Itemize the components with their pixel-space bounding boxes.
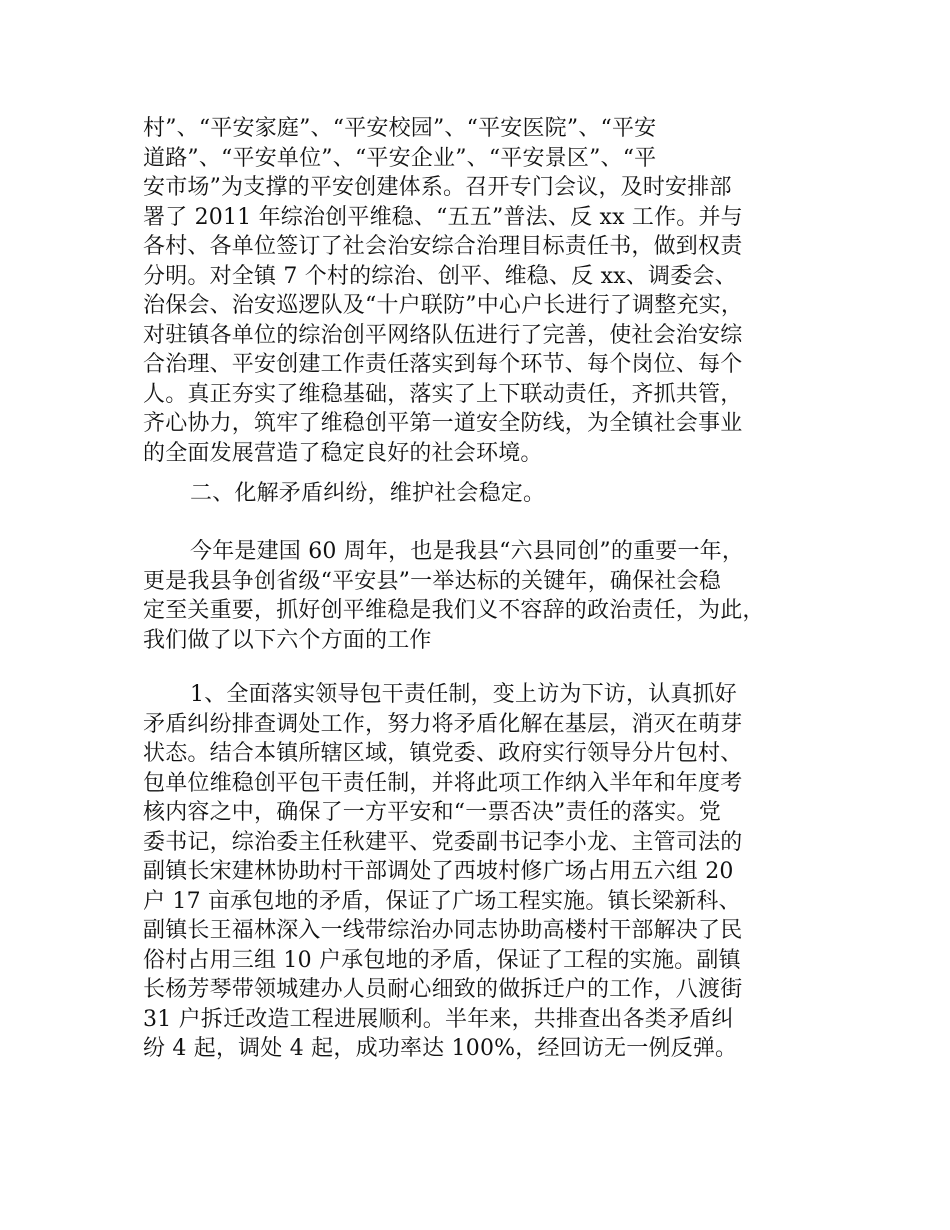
paragraph-safety-system <box>143 114 833 468</box>
text-line: 道路”、“平安单位”、“平安企业”、“平安景区”、“平 <box>143 145 657 171</box>
text-line: 31 户拆迁改造工程进展顺利。半年来，共排查出各类矛盾纠 <box>143 1006 734 1032</box>
text-line: 状态。结合本镇所辖区域，镇党委、政府实行领导分片包村、 <box>143 741 743 766</box>
text-line: 各村、各单位签订了社会治安综合治理目标责任书，做到权责 <box>143 234 743 259</box>
text-line: 户 17 亩承包地的矛盾，保证了广场工程实施。镇长梁新科、 <box>143 888 741 914</box>
text-line: 人。真正夯实了维稳基础，落实了上下联动责任，齐抓共管， <box>143 381 743 407</box>
text-line: 纷 4 起，调处 4 起，成功率达 100%，经回访无一例反弹。 <box>143 1036 738 1061</box>
text-line: 俗村占用三组 10 户承包地的矛盾，保证了工程的实施。副镇 <box>143 947 741 973</box>
text-line: 村”、“平安家庭”、“平安校园”、“平安医院”、“平安 <box>143 116 657 141</box>
section-heading <box>143 479 833 509</box>
text-line: 长杨芳琴带领城建办人员耐心细致的做拆迁户的工作，八渡街 <box>143 977 743 1002</box>
text-line: 齐心协力，筑牢了维稳创平第一道安全防线，为全镇社会事业 <box>143 411 743 436</box>
text-line: 分明。对全镇 7 个村的综治、创平、维稳、反 xx、调委会、 <box>143 263 737 289</box>
text-line: 包单位维稳创平包干责任制，并将此项工作纳入半年和年度考 <box>143 770 743 796</box>
text-line: 1、全面落实领导包干责任制，变上访为下访，认真抓好 <box>190 682 737 707</box>
text-line: 委书记，综治委主任秋建平、党委副书记李小龙、主管司法的 <box>143 829 743 855</box>
text-line: 对驻镇各单位的综治创平网络队伍进行了完善，使社会治安综 <box>143 322 743 348</box>
text-line: 定至关重要，抓好创平维稳是我们义不容辞的政治责任，为此， <box>143 598 765 623</box>
text-line: 副镇长王福林深入一线带综治办同志协助高楼村干部解决了民 <box>143 918 743 943</box>
text-line: 矛盾纠纷排查调处工作，努力将矛盾化解在基层，消灭在萌芽 <box>143 711 743 737</box>
text-line: 署了 2011 年综治创平维稳、“五五”普法、反 xx 工作。并与 <box>143 204 743 230</box>
text-line: 核内容之中，确保了一方平安和“一票否决”责任的落实。党 <box>143 800 721 825</box>
text-line: 我们做了以下六个方面的工作 <box>143 627 432 653</box>
text-line: 治保会、治安巡逻队及“十户联防”中心户长进行了调整充实， <box>143 293 744 318</box>
text-line: 安市场”为支撑的平安创建体系。召开专门会议，及时安排部 <box>143 175 732 200</box>
text-line: 的全面发展营造了稳定良好的社会环境。 <box>143 440 543 466</box>
text-line: 副镇长宋建林协助村干部调处了西坡村修广场占用五六组 20 <box>143 859 734 884</box>
text-line: 更是我县争创省级“平安县”一举达标的关键年，确保社会稳 <box>143 568 721 594</box>
text-line: 今年是建国 60 周年，也是我县“六县同创”的重要一年， <box>190 539 745 564</box>
paragraph-stability-intro <box>143 537 833 655</box>
section-heading-text: 二、化解矛盾纠纷，维护社会稳定。 <box>190 481 546 506</box>
paragraph-leadership-responsibility <box>143 680 833 1064</box>
text-line: 合治理、平安创建工作责任落实到每个环节、每个岗位、每个 <box>143 352 743 377</box>
